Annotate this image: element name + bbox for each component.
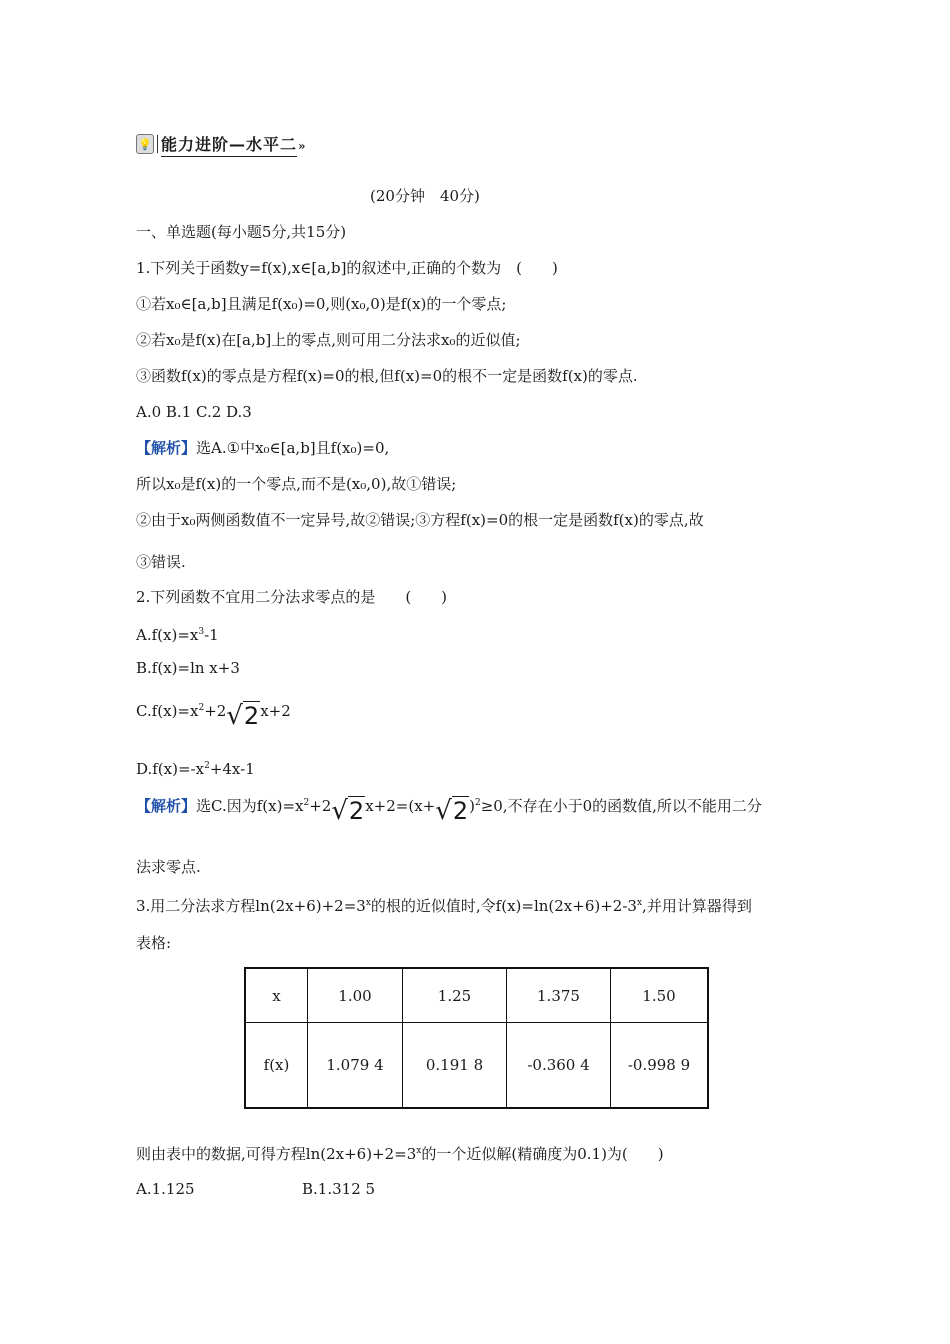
q2-analysis-line-1: 【解析】选C.因为$f(x)=x^2+2√2x+2=(x+√2)^2\ge 0$,不存在小于0的函数值,所以不能用二分 [136, 796, 762, 826]
time-info: (20分钟 40分) [370, 187, 480, 205]
q1-statement-1: ①若x₀∈[a,b]且满足f(x₀)=0,则(x₀,0)是f(x)的一个零点; [136, 295, 507, 313]
table-cell: x [245, 968, 308, 1023]
analysis-text: 选A.①中x₀∈[a,b]且f(x₀)=0, [196, 439, 390, 457]
analysis-tag: 【解析】 [136, 439, 197, 457]
q2-option-c: $C.f(x)=x^2+2√2x+2$ [136, 701, 291, 731]
section-heading: 一、单选题(每小题5分,共15分) [136, 223, 347, 241]
q3-stem-line-2: 表格: [136, 934, 172, 952]
table-row [245, 1023, 708, 1109]
sqrt-symbol: √2 [435, 796, 469, 826]
q1-analysis-line-1 [136, 438, 389, 458]
table-cell: -0.360 4 [507, 1023, 611, 1109]
q1-analysis-line-2: 所以x₀是f(x)的一个零点,而不是(x₀,0),故①错误; [136, 475, 457, 493]
table-cell: 1.25 [403, 968, 507, 1023]
q2-option-d: $D.f(x)=-x^2+4x-1$ [136, 760, 255, 778]
section-title: 能力进阶—水平二 [161, 132, 297, 157]
q3-question: 则由表中的数据,可得方程$\ln(2x+6)+2=3^x$的一个近似解(精确度为0.1)为( ) [136, 1145, 664, 1163]
sqrt-symbol: √2 [226, 701, 260, 731]
q2-stem: 2.下列函数不宜用二分法求零点的是 ( ) [136, 588, 448, 606]
q3-stem: 3.用二分法求方程$\ln(2x+6)+2=3^x$的根的近似值时,令$f(x)=\ln(2x+6)+2-3^x$,并用计算器得到 [136, 897, 752, 915]
double-chevron-icon: » [298, 139, 306, 153]
sqrt-symbol: √2 [331, 796, 365, 826]
table-cell: 1.50 [611, 968, 709, 1023]
q3-option-a: A.1.125 [136, 1180, 195, 1198]
q1-stem: 1.下列关于函数y=f(x),x∈[a,b]的叙述中,正确的个数为 ( ) [136, 259, 558, 277]
table-cell: f(x) [245, 1023, 308, 1109]
q1-options: A.0 B.1 C.2 D.3 [136, 403, 252, 421]
q1-analysis-line-3: ②由于x₀两侧函数值不一定异号,故②错误;③方程f(x)=0的根一定是函数f(x)的零点,故 [136, 511, 704, 529]
q1-statement-2: ②若x₀是f(x)在[a,b]上的零点,则可用二分法求x₀的近似值; [136, 331, 521, 349]
q3-option-b: B.1.312 5 [302, 1180, 376, 1198]
table-row [245, 968, 708, 1023]
table-cell: 0.191 8 [403, 1023, 507, 1109]
section-header [136, 133, 306, 155]
table-cell: 1.375 [507, 968, 611, 1023]
table-cell: -0.998 9 [611, 1023, 709, 1109]
q2-option-a: $A.f(x)=x^3-1$ [136, 626, 219, 644]
q2-analysis-line-2: 法求零点. [136, 858, 201, 876]
table-cell: 1.079 4 [308, 1023, 403, 1109]
q1-analysis-line-4: ③错误. [136, 553, 186, 571]
q1-statement-3: ③函数f(x)的零点是方程f(x)=0的根,但f(x)=0的根不一定是函数f(x)的零点. [136, 367, 638, 385]
q2-option-b: B.f(x)=ln x+3 [136, 659, 240, 677]
value-table [244, 967, 709, 1109]
analysis-tag: 【解析】 [136, 797, 197, 815]
table-cell: 1.00 [308, 968, 403, 1023]
divider [157, 135, 158, 153]
lightbulb-icon: 💡 [136, 134, 154, 154]
